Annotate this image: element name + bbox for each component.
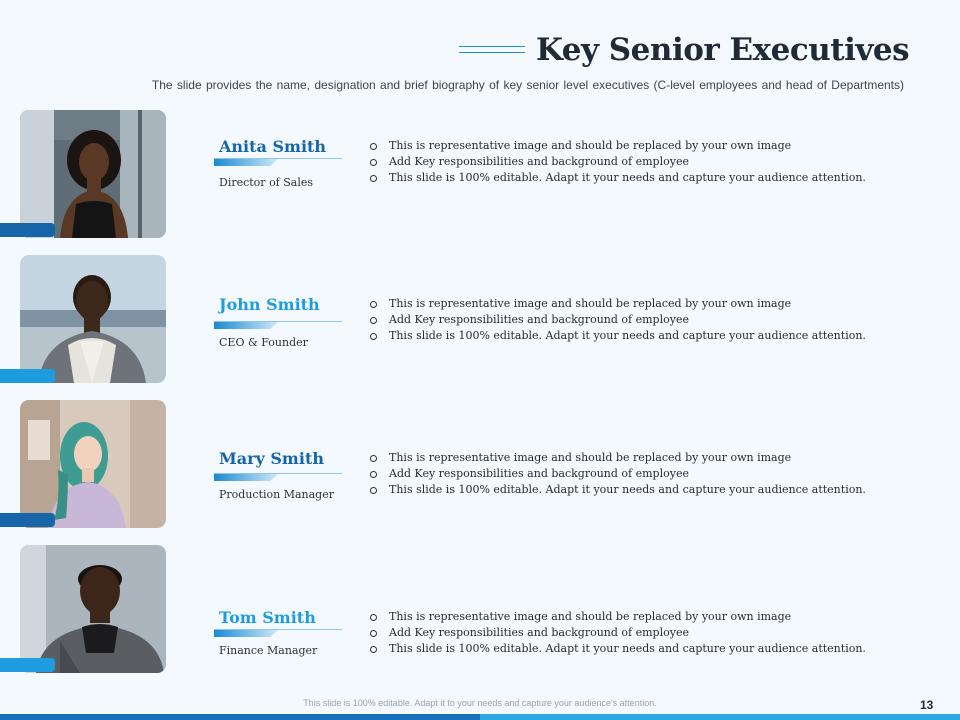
executive-role: CEO & Founder bbox=[219, 336, 308, 349]
name-underline bbox=[214, 158, 342, 159]
bullet-item: Add Key responsibilities and background of employee bbox=[370, 312, 866, 328]
executive-role: Director of Sales bbox=[219, 176, 314, 189]
executive-photo-john bbox=[20, 255, 166, 383]
bullet-item: This slide is 100% editable. Adapt it your needs and capture your audience attention. bbox=[370, 328, 866, 344]
executive-photo-mary bbox=[20, 400, 166, 528]
name-accent bbox=[214, 630, 278, 637]
page-number: 13 bbox=[920, 698, 934, 712]
bullet-item: This slide is 100% editable. Adapt it your needs and capture your audience attention. bbox=[370, 641, 866, 657]
executive-name: Mary Smith bbox=[219, 449, 324, 468]
executive-bullets bbox=[370, 296, 866, 344]
executive-role: Production Manager bbox=[219, 488, 334, 501]
executive-name: Tom Smith bbox=[219, 608, 316, 627]
name-accent bbox=[214, 159, 278, 166]
name-accent bbox=[214, 322, 278, 329]
name-underline bbox=[214, 629, 342, 630]
photo-tab bbox=[0, 369, 55, 383]
page-title: Key Senior Executives bbox=[536, 32, 910, 68]
executive-bullets bbox=[370, 138, 866, 186]
photo-tab bbox=[0, 223, 55, 237]
executive-photo-tom bbox=[20, 545, 166, 673]
photo-tab bbox=[0, 513, 55, 527]
executive-bullets bbox=[370, 450, 866, 498]
executive-row-john bbox=[0, 255, 960, 385]
name-underline bbox=[214, 321, 342, 322]
photo-tab bbox=[0, 658, 55, 672]
executive-name: Anita Smith bbox=[219, 137, 327, 156]
bullet-item: Add Key responsibilities and background of employee bbox=[370, 466, 866, 482]
bullet-item: This is representative image and should be replaced by your own image bbox=[370, 609, 866, 625]
footer-note: This slide is 100% editable. Adapt it to your needs and capture your audience's attention. bbox=[303, 698, 657, 708]
bottom-bar bbox=[0, 714, 960, 720]
bullet-item: This slide is 100% editable. Adapt it your needs and capture your audience attention. bbox=[370, 170, 866, 186]
bullet-item: This slide is 100% editable. Adapt it your needs and capture your audience attention. bbox=[370, 482, 866, 498]
executive-row-anita bbox=[0, 110, 960, 240]
executive-bullets bbox=[370, 609, 866, 657]
name-underline bbox=[214, 473, 342, 474]
title-decoration bbox=[459, 44, 525, 54]
bullet-item: Add Key responsibilities and background of employee bbox=[370, 154, 866, 170]
page-subtitle: The slide provides the name, designation and brief biography of key senior level executives (C-level employees and head of Departments) bbox=[151, 78, 904, 92]
executive-row-mary bbox=[0, 400, 960, 530]
bullet-item: Add Key responsibilities and background of employee bbox=[370, 625, 866, 641]
bullet-item: This is representative image and should be replaced by your own image bbox=[370, 138, 866, 154]
executive-role: Finance Manager bbox=[219, 644, 318, 657]
bullet-item: This is representative image and should be replaced by your own image bbox=[370, 296, 866, 312]
executive-name: John Smith bbox=[219, 295, 320, 314]
executive-row-tom bbox=[0, 545, 960, 675]
bullet-item: This is representative image and should be replaced by your own image bbox=[370, 450, 866, 466]
executive-photo-anita bbox=[20, 110, 166, 238]
name-accent bbox=[214, 474, 278, 481]
